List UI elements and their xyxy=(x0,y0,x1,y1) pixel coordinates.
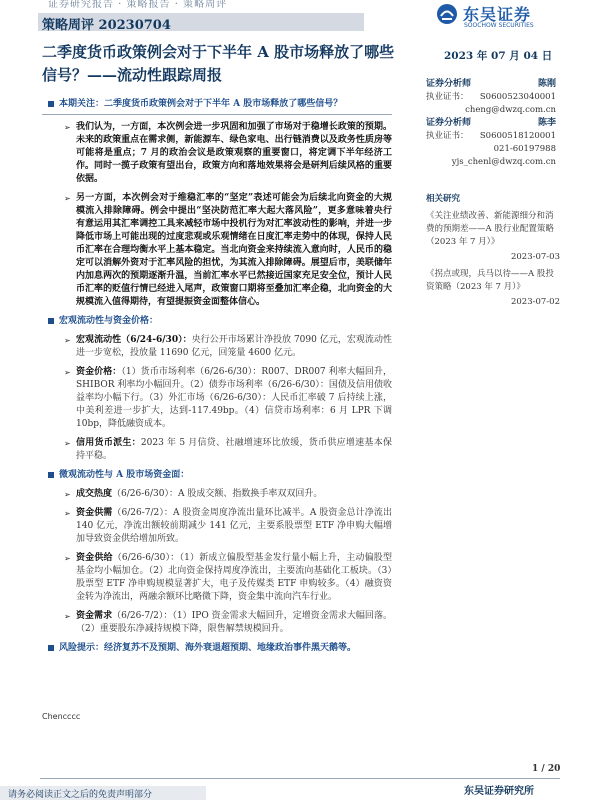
section-head xyxy=(42,315,392,328)
related-item-1-date: 2023-07-03 xyxy=(510,252,560,262)
author-1-role-row xyxy=(426,78,556,91)
footer-company: 东吴证券研究所 xyxy=(464,786,534,797)
footer-disclaimer-band xyxy=(0,786,206,800)
bullet-item xyxy=(64,121,392,186)
logo-cn: 东吴证券 xyxy=(463,5,532,24)
author-1-email[interactable]: cheng@dwzq.com.cn xyxy=(465,105,556,115)
section-head-text: 本期关注：二季度货币政策例会对于下半年 A 股市场释放了哪些信号？ xyxy=(59,99,343,109)
bullet-item xyxy=(64,437,392,463)
author-block xyxy=(426,78,556,169)
section-head-text: 风险提示：经济复苏不及预期、海外衰退超预期、地缘政治事件黑天鹅等。 xyxy=(59,643,357,653)
bullet-body: 我们认为，一方面，本次例会进一步巩固和加强了市场对于稳增长政策的预期。未来的政策重点在需求侧，新能源车、绿色家电、出行链消费以及政务性质房等可能将是重点；7 月的政治会议是政策观察的重要窗口，将定调下半年经济工作。同时一揽子政策有望出台，政策方向和落地效果将会是研判后续风格的重要依据。 xyxy=(76,122,392,184)
bullet-item xyxy=(64,334,392,360)
square-bullet-icon xyxy=(48,472,54,478)
bullet-text xyxy=(76,437,392,463)
section-head xyxy=(42,98,392,115)
bullet-highlight: 信用货币派生： xyxy=(76,438,141,448)
bullet-item xyxy=(64,488,392,501)
author-2-cert: S0600518120001 xyxy=(479,131,556,141)
summary-body xyxy=(42,96,392,661)
author-2-email[interactable]: yjs_chenl@dwzq.com.cn xyxy=(451,157,556,167)
bullet-body: 央行公开市场累计净投放 7090 亿元，宏观流动性进一步宽松，投放量 11690 亿元，回笼量 4600 亿元。 xyxy=(76,335,392,358)
author-1-cert-label: 执业证书： xyxy=(426,92,469,102)
bullet-item xyxy=(64,192,392,309)
bullet-body: （6/26-6/30）：（1）新成立偏股型基金发行量小幅上升，主动偏股型基金均小幅加仓。（2）北向资金保持周度净流出，主要流向基础化工板块。（3）股票型 ETF 净申购规模显著扩大，电子及传媒类 ETF 申购较多。（4）融资资金转为净流出，两融余额环比略微下降，资金集中流向汽车行业。 xyxy=(76,553,392,602)
footer-disclaimer[interactable]: 请务必阅读正文之后的免责声明部分 xyxy=(8,790,153,800)
author-2-cert-label: 执业证书： xyxy=(426,131,469,141)
author-1-name: 陈刚 xyxy=(537,79,556,89)
logo-en: SOOCHOW SECURITIES xyxy=(464,22,534,29)
bullet-text xyxy=(76,552,392,604)
arrow-bullet-icon: ➢ xyxy=(64,439,71,448)
report-date: 2023 年 07 月 04 日 xyxy=(444,50,553,62)
bullet-body: （6/26-6/30）：A 股成交额、指数换手率双双回升。 xyxy=(112,489,323,499)
bullet-text xyxy=(76,610,392,636)
section-head-text: 微观流动性与 A 股市场资金面： xyxy=(59,470,190,480)
related-item-2-date: 2023-07-02 xyxy=(510,297,560,307)
author-2-cert-row xyxy=(426,130,556,143)
related-item-2[interactable]: 《拐点或现，兵马以待——A 股投资策略（2023 年 7 月）》 xyxy=(426,269,554,292)
square-bullet-icon xyxy=(48,318,54,324)
bullet-item xyxy=(64,507,392,546)
section-head xyxy=(42,469,392,482)
bullet-highlight: 资金需求 xyxy=(76,611,113,621)
author-1-role: 证券分析师 xyxy=(426,79,472,89)
report-type-band xyxy=(38,13,364,31)
bullet-highlight: 成交热度 xyxy=(76,489,113,499)
bullet-text xyxy=(76,507,392,546)
bullet-body: （6/26-7/2）：A 股资金周度净流出量环比减半。A 股资金总计净流出 140 亿元，净流出额较前期减少 141 亿元，主要系股票型 ETF 净申购大幅增加导致资金供给增加所致。 xyxy=(76,508,392,544)
related-head: 相关研究 xyxy=(426,194,461,204)
section-head xyxy=(42,642,392,655)
footer-divider xyxy=(40,778,560,779)
bullet-highlight: 资金供需 xyxy=(76,508,113,518)
author-1-cert-row xyxy=(426,91,556,104)
bullet-highlight: 资金价格： xyxy=(76,367,122,377)
author-2-role: 证券分析师 xyxy=(426,118,472,128)
arrow-bullet-icon: ➢ xyxy=(64,554,71,563)
square-bullet-icon xyxy=(48,645,54,651)
bullet-highlight: 宏观流动性（6/24-6/30）： xyxy=(76,335,192,345)
related-research xyxy=(426,193,560,313)
bullet-highlight: 资金供给 xyxy=(76,553,113,563)
square-bullet-icon xyxy=(48,101,54,107)
bullet-text xyxy=(76,334,392,360)
arrow-bullet-icon: ➢ xyxy=(64,612,71,621)
report-type-title: 策略周评 20230704 xyxy=(42,18,171,33)
bullet-body: （1）货币市场利率（6/26-6/30）：R007、DR007 利率大幅回升，SHIBOR 利率均小幅回升。（2）债券市场利率（6/26-6/30）：国债及信用债收益率均小幅下行。（3）外汇市场（6/26-6/30）：人民币汇率破 7 后持续上涨，中美利差进一步扩大，达到-117.49bp。（4）信贷市场利率：6 月 LPR 下调 10bp，降低融资成本。 xyxy=(76,367,392,429)
arrow-bullet-icon: ➢ xyxy=(64,336,71,345)
author-2-name: 陈李 xyxy=(537,118,556,128)
page-number: 1 / 20 xyxy=(532,764,561,774)
section-head-text: 宏观流动性与资金价格： xyxy=(59,316,159,326)
bullet-item xyxy=(64,552,392,604)
report-breadcrumb: 证券研究报告 · 策略报告 · 策略周评 xyxy=(48,0,228,10)
bullet-body: （6/26-7/2）：（1）IPO 资金需求大幅回升，定增资金需求大幅回落。（2）重要股东净减持规模下降，限售解禁规模回升。 xyxy=(76,611,392,634)
bullet-item xyxy=(64,366,392,431)
author-2-phone: 021-60197988 xyxy=(493,144,556,154)
bullet-body: 2023 年 5 月信贷、社融增速环比放缓，货币供应增速基本保持平稳。 xyxy=(76,438,392,461)
bullet-text xyxy=(76,488,392,501)
logo-mark-icon xyxy=(436,3,458,25)
related-item-1[interactable]: 《关注业绩改善、新能源细分和消费的预期差——A 股行业配置策略（2023 年 7 月）》 xyxy=(426,211,554,247)
bullet-text xyxy=(76,121,392,186)
arrow-bullet-icon: ➢ xyxy=(64,368,71,377)
bullet-text xyxy=(76,366,392,431)
author-1-cert: S0600523040001 xyxy=(479,92,556,102)
signature-text: Chencccc xyxy=(42,712,81,721)
bullet-item xyxy=(64,610,392,636)
author-2-role-row xyxy=(426,117,556,130)
bullet-text xyxy=(76,192,392,309)
arrow-bullet-icon: ➢ xyxy=(64,194,71,203)
arrow-bullet-icon: ➢ xyxy=(64,490,71,499)
company-logo xyxy=(430,2,560,30)
arrow-bullet-icon: ➢ xyxy=(64,123,71,132)
arrow-bullet-icon: ➢ xyxy=(64,509,71,518)
report-headline: 二季度货币政策例会对于下半年 A 股市场释放了哪些信号？——流动性跟踪周报 xyxy=(42,43,395,84)
bullet-body: 另一方面，本次例会对于维稳汇率的“坚定”表述可能会为后续北向资金的大规模流入排除障碍。例会中提出“坚决防范汇率大起大落风险”，更多意味着央行有意运用其汇率调控工具来减轻市场中投机行为对汇率波动性的影响，并进一步降低市场上可能出现的过度悲观或乐观情绪在日度汇率走势中的体现，保持人民币汇率在合理均衡水平上基本稳定。当北向资金来持续流入意向时，人民币的稳定可以消解外资对于汇率风险的担忧，为其流入排除障碍。展望后市，美联储年内加息两次的预期逐渐升温，当前汇率水平已然接近国家充足安全位，预计人民币汇率的贬值行情已经进入尾声，政策窗口期将至叠加汇率企稳，北向资金的大规模流入值得期待，有望提振资金面整体信心。 xyxy=(76,193,392,307)
